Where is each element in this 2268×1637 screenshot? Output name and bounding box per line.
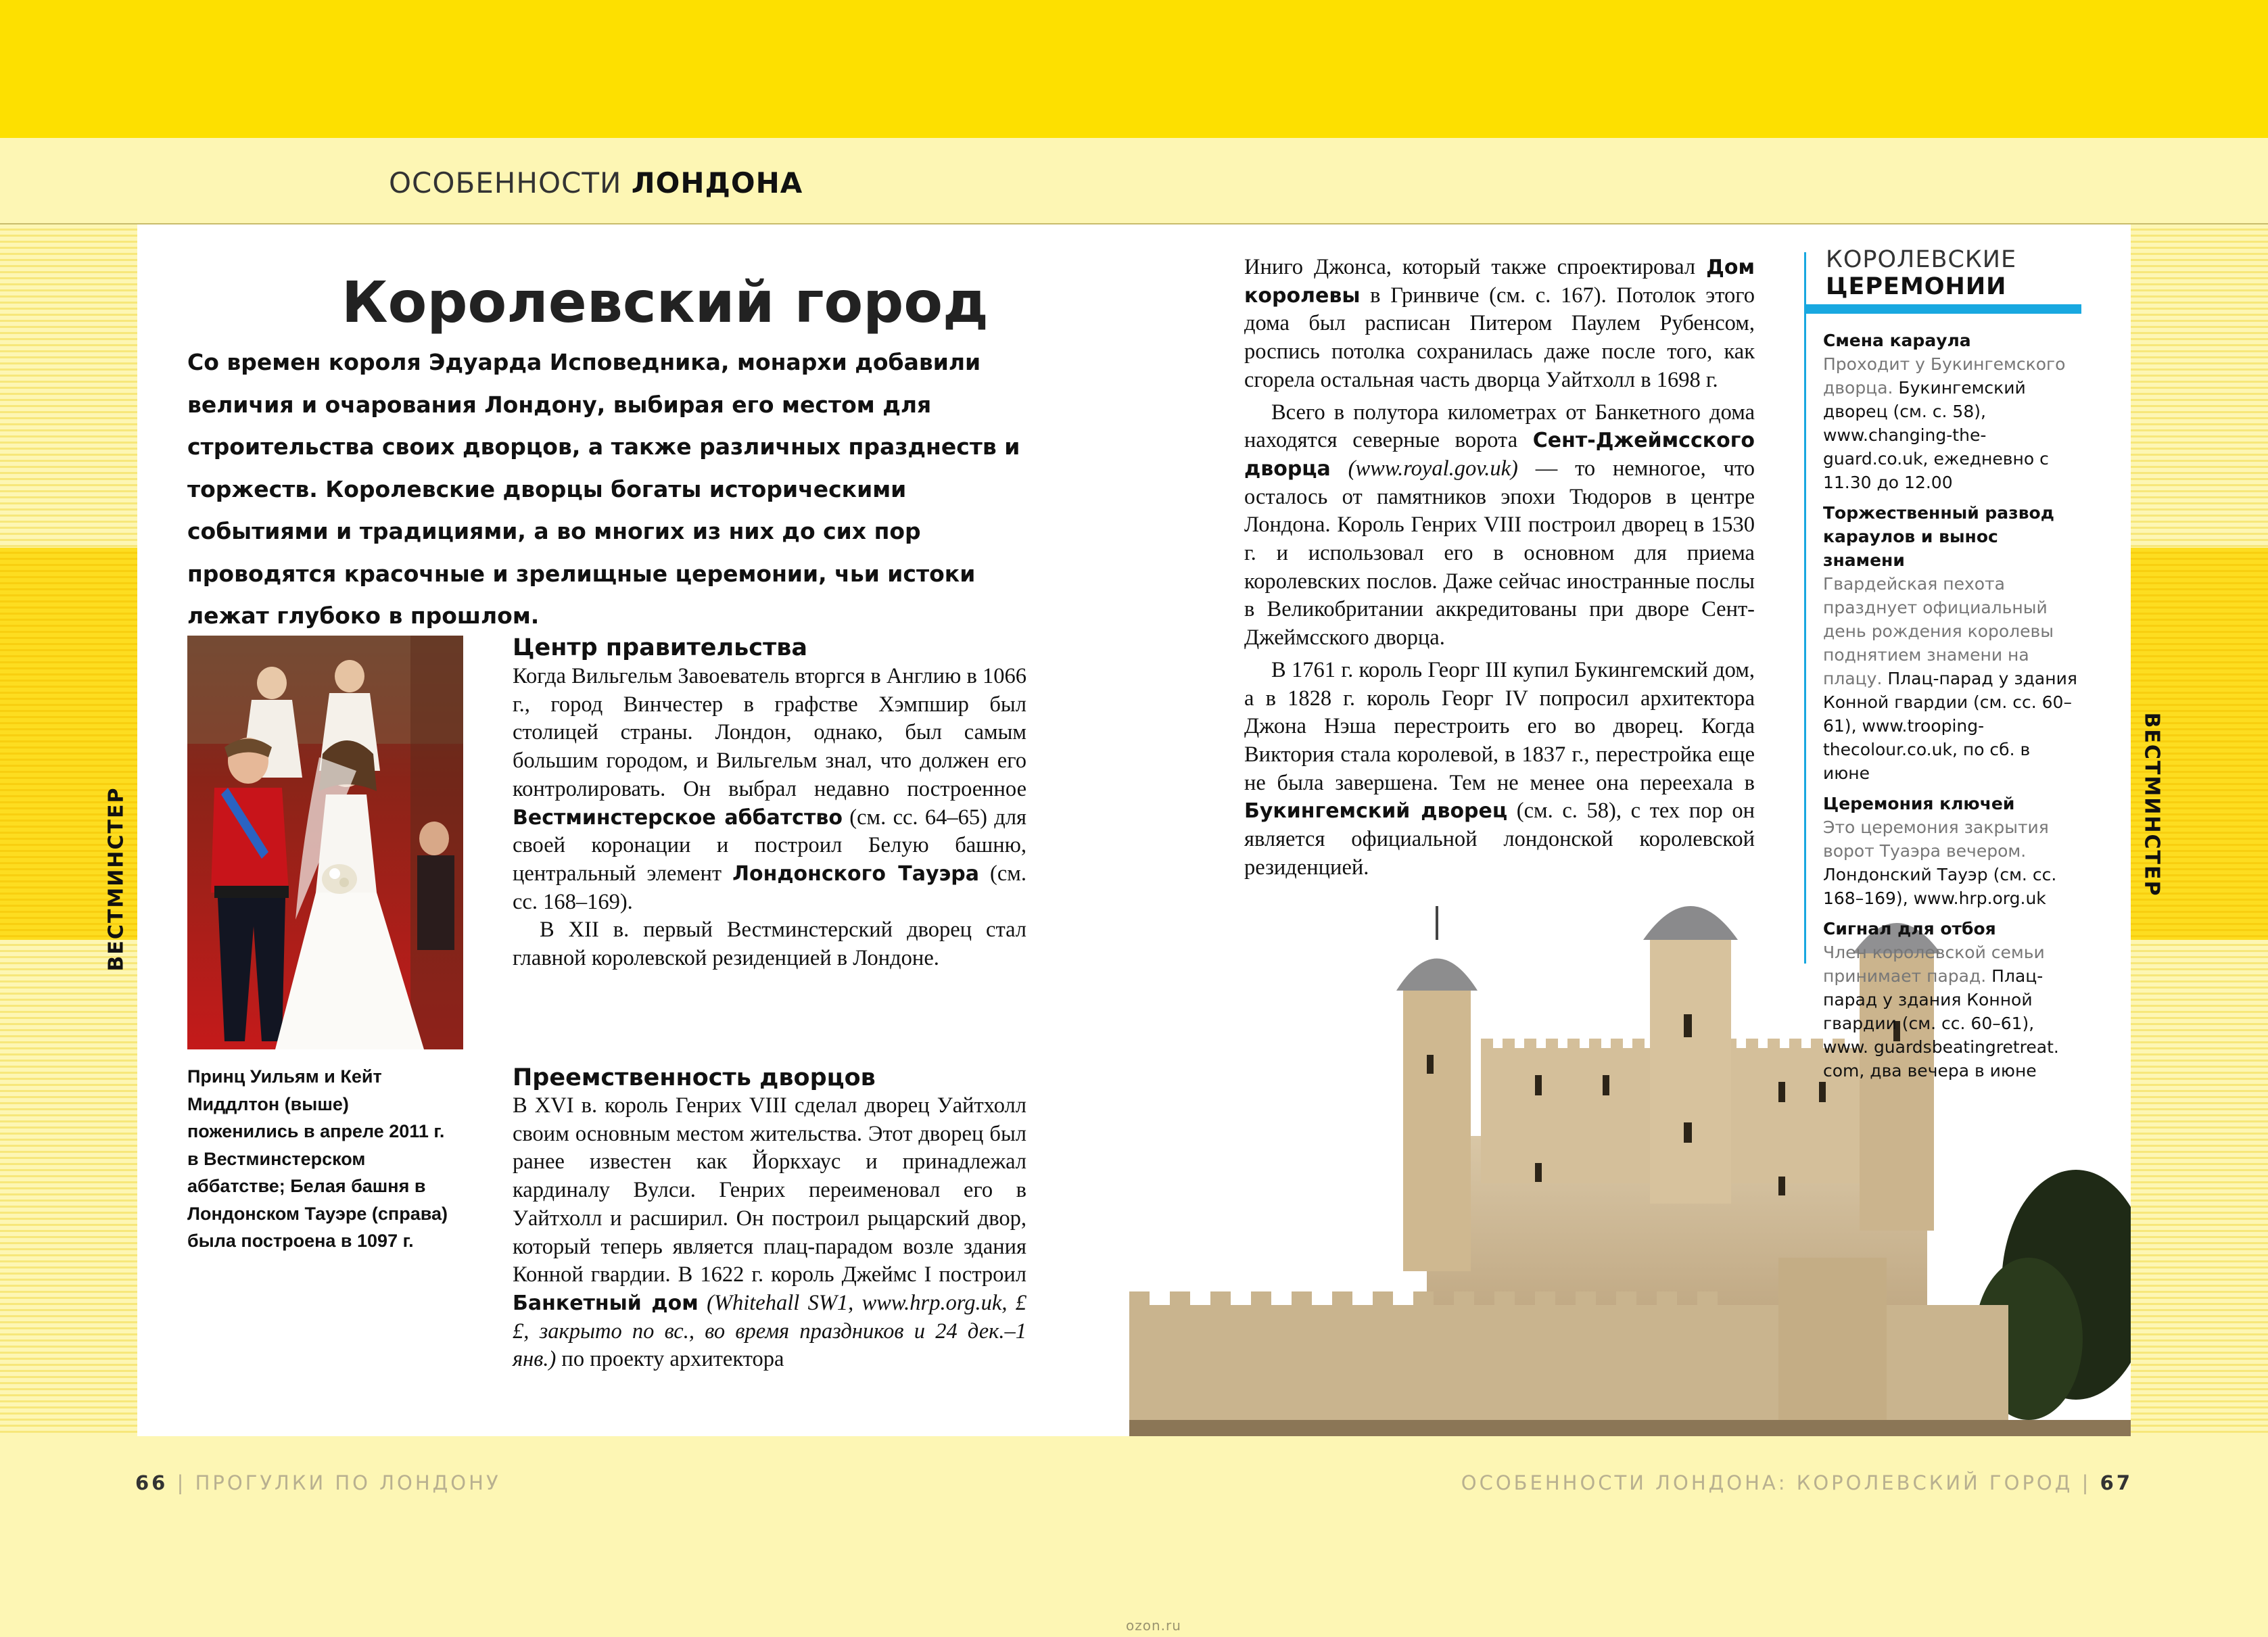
footer-left [135, 1471, 501, 1494]
sidebar-item-heading: Церемония ключей [1823, 794, 2015, 813]
col2-paragraph2 [1244, 399, 1755, 653]
section1-text-c: (см. сс. 64–65) для своей коронации и построил Белую башню, центральный элемент [513, 805, 1026, 886]
sidebar-item-info: Букингемский дворец (см. с. 58), www.changing-the-guard.co.uk, ежедневно с 11.30 до 12.00 [1823, 378, 2049, 492]
ceremonies-sidebar [1804, 246, 2081, 1083]
header-bold: ЛОНДОНА [631, 166, 803, 199]
column2-body [1244, 254, 1755, 882]
photo-caption: Принц Уильям и Кейт Миддлтон (выше) поженились в апреле 2011 г. в Вестминстерском аббатстве; Белая башня в Лондонском Тауэре (справа) была построена в 1097 г. [187, 1066, 448, 1251]
wedding-photo-illustration [187, 636, 463, 1049]
left-side-label: ВЕСТМИНСТЕР [104, 786, 128, 972]
banqueting-house-link: Банкетный дом [513, 1291, 699, 1315]
sidebar-title-line1: КОРОЛЕВСКИЕ [1826, 246, 2017, 273]
section1-text-d: (см. сс. 168–169). [513, 861, 1026, 914]
sidebar-item [1823, 792, 2081, 910]
col2-paragraph1 [1244, 254, 1755, 395]
sidebar-title-line2: ЦЕРЕМОНИИ [1826, 273, 2007, 300]
left-stripe-top [0, 224, 137, 548]
intro-paragraph: Со времен короля Эдуарда Исповедника, монархи добавили величия и очарования Лондону, выбирая его местом для строительства своих дворцов, а также различных празднеств и торжеств. Королевские дворцы богаты историческими событиями и традициями, а во многих из них до сих пор проводятся красочные и зрелищные церемонии, чьи истоки лежат глубоко в прошлом. [187, 349, 1020, 629]
queens-house-link: Дом королевы [1244, 256, 1755, 308]
col2-p2-c: — то немногое, что осталось от памятников эпохи Тюдоров в центре Лондона. Король Генрих VIII построил дворец в 1530 г. и использовал его в основном для приема королевских послов. Даже сейчас иностранные послы в Великобритании аккредитованы при дворе Сент-Джеймсского дворца. [1244, 456, 1755, 650]
right-side-label: ВЕСТМИНСТЕР [2140, 712, 2164, 897]
st-james-url: (www.royal.gov.uk) [1330, 456, 1518, 481]
sidebar-list [1804, 329, 2081, 1083]
tower-of-london-link: Лондонского Тауэра [732, 861, 980, 886]
section1-text-a: Когда Вильгельм Завоеватель вторгся в Англию в 1066 г., город Винчестер в графстве Хэмпшир был столицей страны. Лондон, однако, был самым большим городом, и Вильгельм знал, что должен его контролировать. Он выбрал недавно построенное [513, 664, 1026, 801]
col2-p1-c: в Гринвиче (см. с. 167). Потолок этого дома был расписан Питером Паулем Рубенсом, роспись потолка сохранилась даже после того, как сгорела остальная часть дворца Уайтхолл в 1698 г. [1244, 283, 1755, 392]
col2-p3-a: В 1761 г. король Георг III купил Букингемский дом, а в 1828 г. король Георг IV попросил архитектора Джона Нэша перестроить его во дворец. Когда Виктория стала королевой, в 1837 г., перестройка еще не была завершена. Тем не менее она переехала в [1244, 657, 1755, 795]
sidebar-item-info: Лондонский Тауэр (см. сс. 168–169), www.hrp.org.uk [1823, 865, 2057, 908]
col2-p1-a: Иниго Джонса, который также спроектировал [1244, 255, 1707, 279]
sidebar-item-info: Плац-парад у здания Конной гвардии (см. сс. 60–61), www. guardsbeatingretreat. com, два вечера в июне [1823, 966, 2059, 1081]
banqueting-house-info: (Whitehall SW1, www.hrp.org.uk, ££, закрыто по вс., во время праздников и 24 дек.–1 янв.) [513, 1290, 1026, 1372]
sidebar-item [1823, 501, 2081, 785]
sidebar-item-heading: Смена караула [1823, 331, 1971, 350]
section2-heading: Преемственность дворцов [513, 1064, 876, 1091]
page-title: Королевский город [341, 269, 989, 335]
sidebar-item-desc: Гвардейская пехота празднует официальный день рождения королевы поднятием знамени на плацу. [1823, 574, 2054, 688]
wedding-photo [187, 636, 463, 1049]
sidebar-item-heading: Сигнал для отбоя [1823, 919, 1996, 939]
section2-body [513, 1092, 1026, 1374]
right-stripe-top [2131, 224, 2268, 548]
footer-separator: | [2081, 1471, 2092, 1494]
header-prefix: ОСОБЕННОСТИ [389, 166, 622, 199]
watermark: ozon.ru [1126, 1617, 1181, 1634]
footer-separator: | [176, 1471, 187, 1494]
footer-left-text: ПРОГУЛКИ ПО ЛОНДОНУ [195, 1471, 501, 1494]
sidebar-item-desc: Проходит у Букингемского дворца. [1823, 354, 2066, 398]
col2-paragraph3 [1244, 657, 1755, 882]
section2-text-c: по проекту архитектора [556, 1347, 784, 1372]
sidebar-accent-bar [1804, 304, 2081, 314]
page-number-left: 66 [135, 1471, 168, 1494]
sidebar-item-desc: Это церемония закрытия ворот Туаэра вечером. [1823, 817, 2049, 861]
top-color-band [0, 0, 2268, 138]
right-stripe-bottom [2131, 940, 2268, 1436]
sidebar-item-heading: Торжественный развод караулов и вынос знамени [1823, 503, 2054, 570]
section1-heading: Центр правительства [513, 634, 808, 661]
buckingham-palace-link: Букингемский дворец [1244, 799, 1508, 824]
sidebar-item-info: Плац-парад у здания Конной гвардии (см. сс. 60–61), www.trooping-thecolour.co.uk, по сб. в июне [1823, 669, 2077, 783]
col2-p3-c: (см. с. 58), с тех пор он является официальной лондонской королевской резиденцией. [1244, 799, 1755, 880]
col2-p2-a: Всего в полутора километрах от Банкетного дома находятся северные ворота [1244, 400, 1755, 453]
sidebar-item-desc: Член королевской семьи принимает парад. [1823, 943, 2045, 986]
left-stripe-bottom [0, 940, 137, 1436]
st-james-palace-link: Сент-Джеймсского дворца [1244, 429, 1755, 481]
page-number-right: 67 [2100, 1471, 2133, 1494]
section1-paragraph2: В XII в. первый Вестминстерский дворец стал главной королевской резиденцией в Лондоне. [513, 918, 1026, 971]
footer-right-text: ОСОБЕННОСТИ ЛОНДОНА: КОРОЛЕВСКИЙ ГОРОД [1461, 1471, 2073, 1494]
westminster-abbey-link: Вестминстерское аббатство [513, 805, 843, 830]
sidebar-item [1823, 329, 2081, 494]
footer-right [1461, 1471, 2133, 1494]
sidebar-item [1823, 917, 2081, 1083]
section2-text-a: В XVI в. король Генрих VIII сделал дворец Уайтхолл своим основным местом жительства. Этот дворец был ранее известен как Йоркхаус и принадлежал кардиналу Вулси. Генрих переименовал его в Уайтхолл и расширил. Он построил рыцарский двор, который теперь является плац-парадом возле здания Конной гвардии. В 1622 г. король Джеймс I построил [513, 1093, 1026, 1287]
section1-body [513, 663, 1026, 973]
section-header [389, 166, 803, 199]
